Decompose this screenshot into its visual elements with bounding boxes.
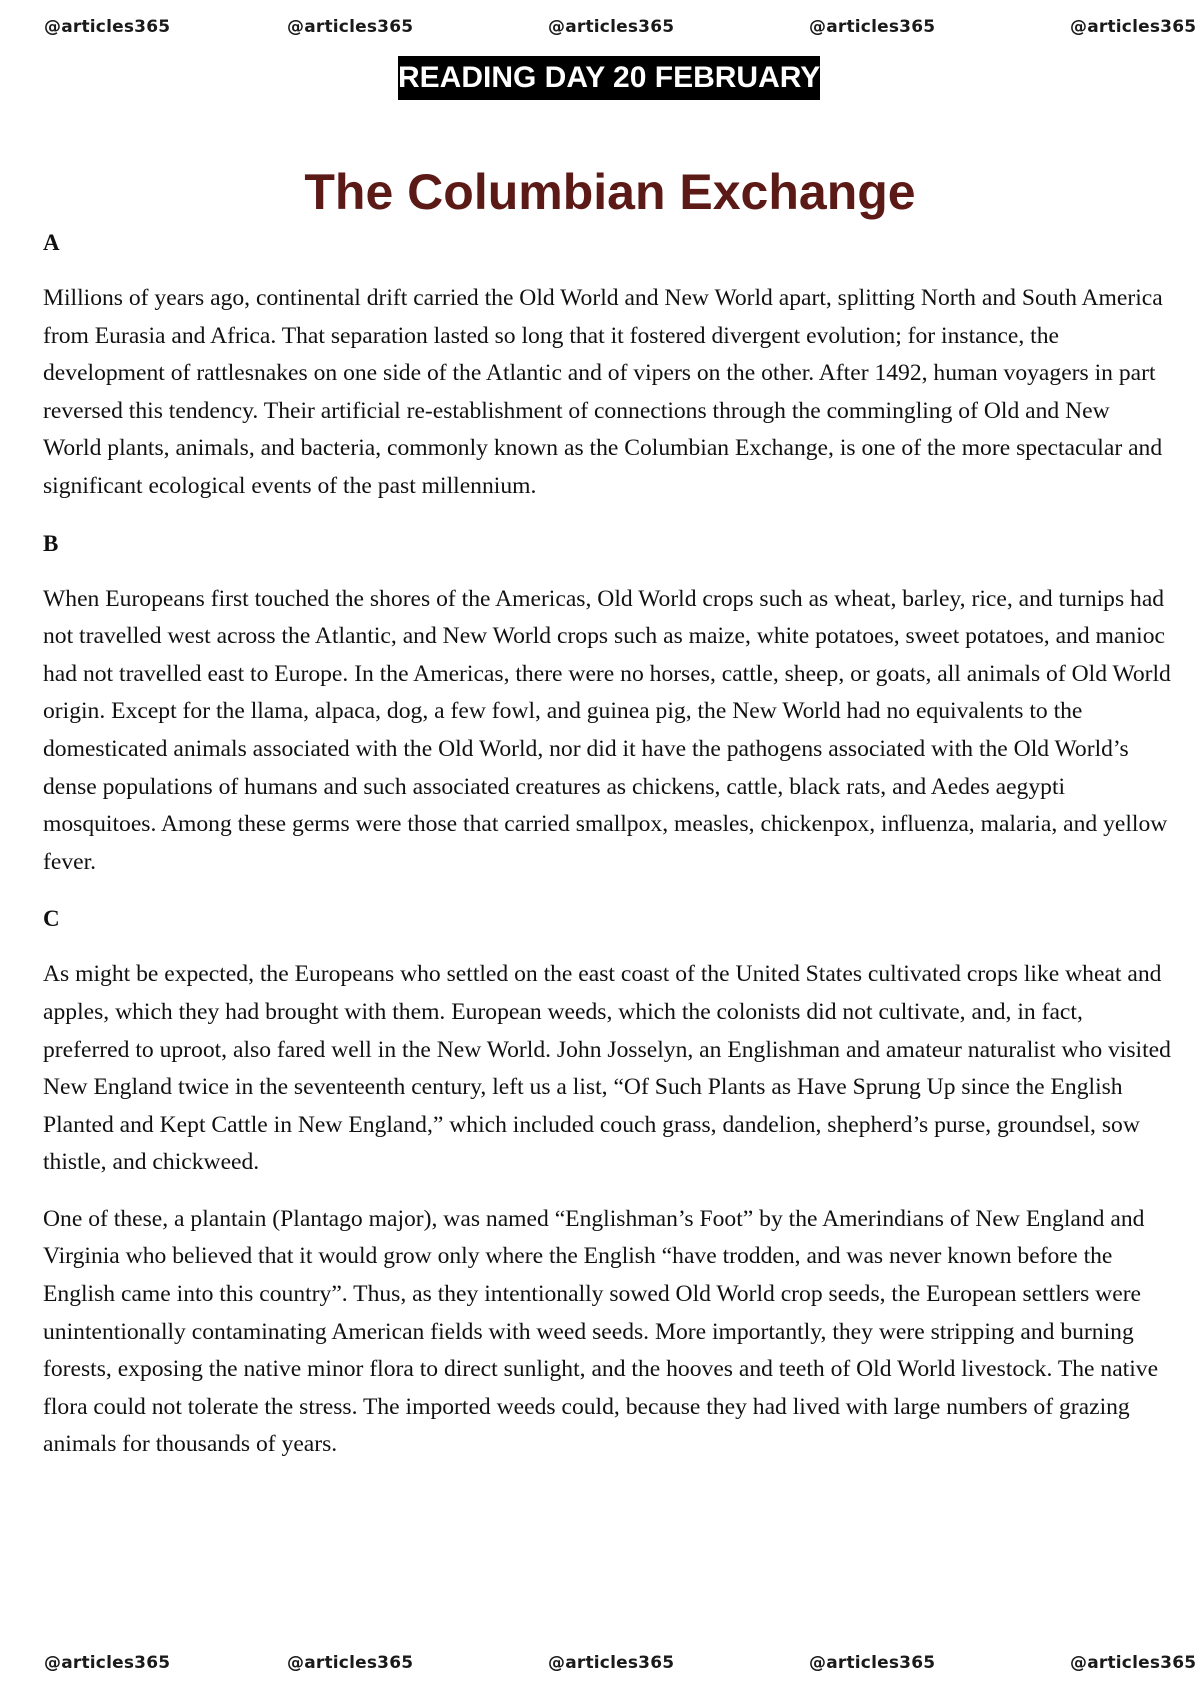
watermark: @articles365 (809, 17, 936, 37)
watermark: @articles365 (1070, 17, 1197, 37)
watermark: @articles365 (548, 1653, 675, 1673)
watermark: @articles365 (44, 1653, 171, 1673)
section-letter: A (43, 230, 60, 255)
section-b (43, 525, 1173, 882)
section-letter: C (43, 906, 60, 932)
reading-day-banner: READING DAY 20 FEBRUARY (398, 56, 820, 100)
section-a (43, 224, 1173, 506)
paragraph: As might be expected, the Europeans who settled on the east coast of the United States cultivated crops like wheat and apples, which they had brought with them. European weeds, which the colonists did not cultivate, and, in fact, preferred to uproot, also fared well in the New World. John Josselyn, an Englishman and amateur naturalist who visited New England twice in the seventeenth century, left us a list, “Of Such Plants as Have Sprung Up since the English Planted and Kept Cattle in New England,” which included couch grass, dandelion, shepherd’s purse, groundsel, sow thistle, and chickweed. (43, 961, 1171, 1176)
article-title: The Columbian Exchange (304, 163, 916, 220)
bottom-watermark-row (0, 1653, 1200, 1677)
paragraph: Millions of years ago, continental drift carried the Old World and New World apart, splitting North and South America from Eurasia and Africa. That separation lasted so long that it fostered divergent evolution; for instance, the development of rattlesnakes on one side of the Atlantic and of vipers on the other. After 1492, human voyagers in part reversed this tendency. Their artificial re-establishment of connections through the commingling of Old and New World plants, animals, and bacteria, commonly known as the Columbian Exchange, is one of the more spectacular and significant ecological events of the past millennium. (43, 285, 1163, 499)
paragraph: When Europeans first touched the shores of the Americas, Old World crops such as wheat, barley, rice, and turnips had not travelled west across the Atlantic, and New World crops such as maize, white potatoes, sweet potatoes, and manioc had not travelled east to Europe. In the Americas, there were no horses, cattle, sheep, or goats, all animals of Old World origin. Except for the llama, alpaca, dog, a few fowl, and guinea pig, the New World had no equivalents to the domesticated animals associated with the Old World, nor did it have the pathogens associated with the Old World’s dense populations of humans and such associated creatures as chickens, cattle, black rats, and Aedes aegypti mosquitoes. Among these germs were those that carried smallpox, measles, chickenpox, influenza, malaria, and yellow fever. (43, 585, 1171, 875)
watermark: @articles365 (809, 1653, 936, 1673)
watermark: @articles365 (548, 17, 675, 37)
watermark: @articles365 (287, 1653, 414, 1673)
watermark: @articles365 (287, 17, 414, 37)
watermark: @articles365 (44, 17, 171, 37)
watermark: @articles365 (1070, 1653, 1197, 1673)
top-watermark-row (0, 17, 1200, 41)
article-body (43, 224, 1173, 1483)
paragraph: One of these, a plantain (Plantago major), was named “Englishman’s Foot” by the Amerindians of New England and Virginia who believed that it would grow only where the English “have trodden, and was never known before the English came into this country”. Thus, as they intentionally sowed Old World crop seeds, the European settlers were unintentionally contaminating American fields with weed seeds. More importantly, they were stripping and burning forests, exposing the native minor flora to direct sunlight, and the hooves and teeth of Old World livestock. The native flora could not tolerate the stress. The imported weeds could, because they had lived with large numbers of grazing animals for thousands of years. (43, 1205, 1159, 1458)
section-c (43, 900, 1173, 1464)
section-letter: B (43, 530, 59, 556)
